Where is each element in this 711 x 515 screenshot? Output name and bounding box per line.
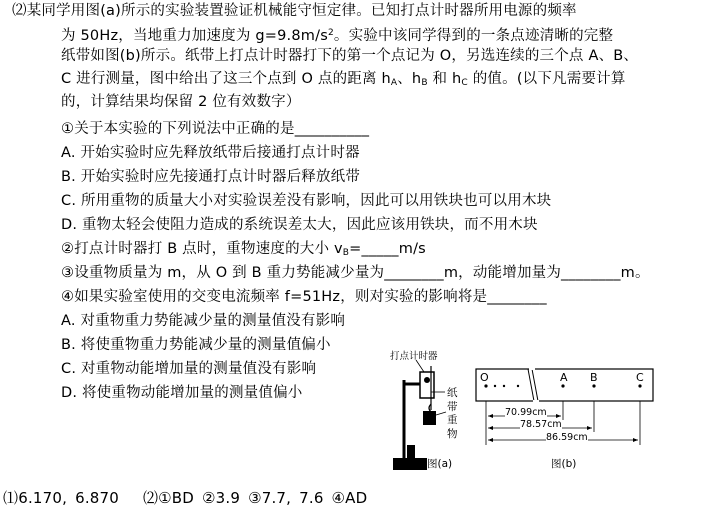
dot bbox=[503, 385, 505, 387]
option-c: C. 所用重物的质量大小对实验误差没有影响，因此可以用铁块也可以用木块 bbox=[61, 193, 552, 209]
text: 的值。(以下凡需要计算 bbox=[467, 71, 626, 87]
dot-O bbox=[484, 384, 487, 387]
dot bbox=[517, 385, 519, 387]
subscript: B bbox=[342, 248, 350, 258]
stand-foot bbox=[407, 445, 415, 459]
point-B-label: B bbox=[590, 371, 598, 384]
text: =_____m/s bbox=[349, 241, 426, 257]
distance-B-label: 78.57cm bbox=[520, 419, 562, 430]
text: 、h bbox=[397, 71, 422, 87]
figure-b-caption: 图(b) bbox=[551, 458, 577, 470]
text: 所示的实验装置验证机械能守恒定律。已知打点计时器所用电源的频率 bbox=[121, 3, 577, 19]
subscript: B bbox=[421, 78, 428, 88]
dot-A bbox=[561, 384, 564, 387]
figure-a-caption: 图(a) bbox=[427, 458, 453, 470]
weight-label-2: 物 bbox=[447, 428, 458, 440]
tape-label-2: 带 bbox=[447, 401, 458, 413]
q4-option-d: D. 将使重物动能增加量的测量值偏小 bbox=[61, 385, 303, 401]
option-a: A. 开始实验时应先释放纸带后接通打点计时器 bbox=[61, 145, 360, 161]
point-A-label: A bbox=[560, 371, 568, 384]
stand-base bbox=[393, 458, 427, 470]
problem-line-3: 纸带如图(b)所示。纸带上打点计时器打下的第一个点记为 O，另选连续的三个点 A、B、 bbox=[61, 48, 639, 64]
q4-option-c: C. 对重物动能增加量的测量值没有影响 bbox=[61, 361, 317, 377]
q4-option-b: B. 将使重物重力势能减少量的测量值偏小 bbox=[61, 337, 331, 353]
text: 某同学用图 bbox=[26, 3, 101, 19]
tape-gap bbox=[529, 368, 535, 370]
weight-block bbox=[423, 411, 436, 425]
text: 和 h bbox=[427, 71, 462, 87]
answer-part-1: ⑴6.170, 6.870 bbox=[3, 489, 120, 507]
superscript: 2 bbox=[327, 28, 334, 38]
text: ②打点计时器打 B 点时，重物速度的大小 v bbox=[61, 241, 343, 257]
subscript: C bbox=[461, 78, 468, 88]
text: 为 50Hz，当地重力加速度为 g=9.8m/s bbox=[61, 28, 328, 44]
timer-body bbox=[420, 372, 434, 398]
part-number: ⑵ bbox=[12, 3, 27, 19]
question-4: ④如果实验室使用的交变电流频率 f=51Hz，则对实验的影响将是________ bbox=[61, 289, 547, 305]
point-O-label: O bbox=[480, 371, 489, 384]
text: 。实验中该同学得到的一条点迹清晰的完整 bbox=[333, 28, 614, 44]
distance-A-label: 70.99cm bbox=[505, 407, 547, 418]
timer-knob bbox=[424, 377, 430, 383]
figure-ref: (a) bbox=[100, 3, 122, 19]
text: C 进行测量，图中给出了这三个点到 O 点的距离 h bbox=[61, 71, 391, 87]
dot-C bbox=[638, 384, 641, 387]
tape-label-1: 纸 bbox=[447, 387, 458, 399]
point-C-label: C bbox=[636, 371, 644, 384]
question-1: ①关于本实验的下列说法中正确的是__________ bbox=[61, 121, 370, 137]
timer-label: 打点计时器 bbox=[390, 351, 438, 362]
question-3: ③设重物质量为 m，从 O 到 B 重力势能减少量为________m，动能增加量为________m。 bbox=[61, 265, 650, 281]
distance-C-label: 86.59cm bbox=[546, 432, 588, 443]
option-b: B. 开始实验时应先接通打点计时器后释放纸带 bbox=[61, 169, 361, 185]
dot bbox=[494, 385, 496, 387]
option-d: D. 重物太轻会使阻力造成的系统误差太大，因此应该用铁块，而不用木块 bbox=[61, 217, 538, 233]
problem-line-5: 的，计算结果均保留 2 位有效数字） bbox=[61, 94, 301, 110]
weight-pointer bbox=[436, 412, 446, 415]
tape-gap bbox=[533, 400, 539, 402]
q4-option-a: A. 对重物重力势能减少量的测量值没有影响 bbox=[61, 313, 346, 329]
subscript: A bbox=[390, 78, 398, 88]
dot-B bbox=[592, 384, 595, 387]
answer-part-2: ⑵①BD ②3.9 ③7.7, 7.6 ④AD bbox=[142, 489, 368, 507]
weight-label-1: 重 bbox=[447, 414, 458, 426]
